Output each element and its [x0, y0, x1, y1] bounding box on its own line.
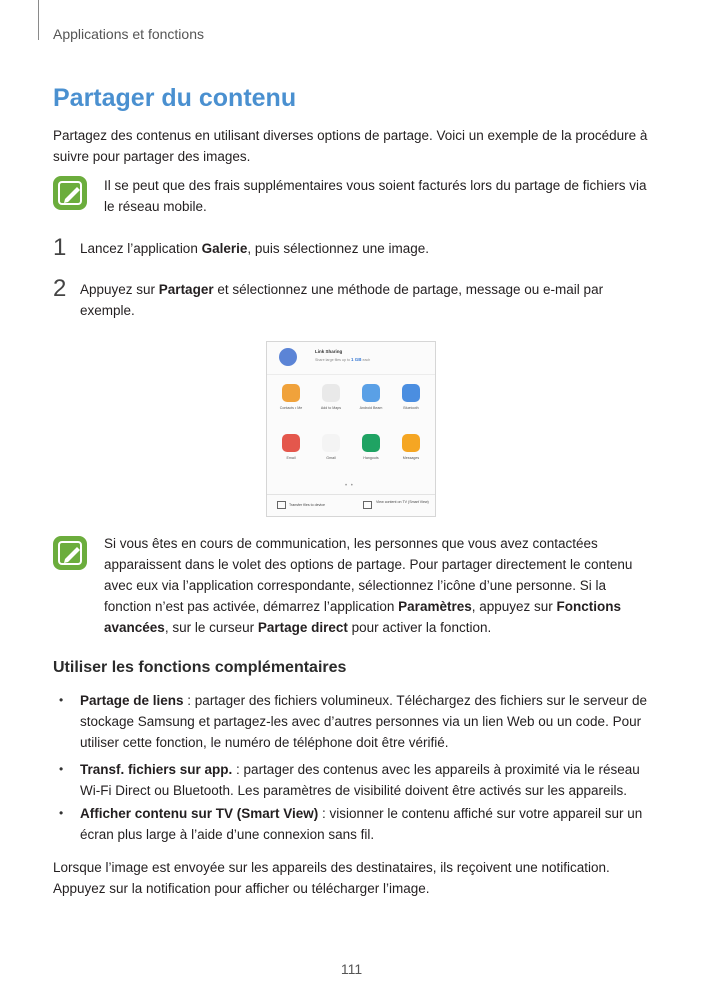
share-panel-screenshot	[266, 341, 436, 517]
step-1-number: 1	[53, 234, 67, 261]
section-subheading: Utiliser les fonctions complémentaires	[53, 659, 347, 676]
app-label: Contacts • Me	[279, 406, 303, 410]
transfer-icon	[277, 501, 286, 509]
app-icon	[402, 434, 420, 452]
link-sharing-row[interactable]	[267, 342, 435, 370]
share-app-6[interactable]	[311, 434, 351, 461]
app-label: Messages	[402, 456, 420, 460]
bullet-marker: •	[59, 762, 64, 776]
smart-view-button[interactable]: View content on TV (Smart View)	[376, 500, 429, 504]
note-direct-share: Si vous êtes en cours de communication, les personnes que vous avez contactées apparaissent dans le volet des options de partage. Pour partager directement le contenu avec eux via l’application correspondante, sélectionnez l’icône d’une personne. Si la fonction n’est pas activée, démarrez l’application Paramètres, appuyez sur Fonctions avancées, sur le curseur Partage direct pour activer la fonction.	[104, 536, 633, 635]
app-label: Email	[286, 456, 296, 460]
bullet-marker: •	[59, 693, 64, 707]
bullet-marker: •	[59, 806, 64, 820]
app-label: Android Beam	[359, 406, 383, 410]
app-icon	[322, 384, 340, 402]
bullet-smart-view: Afficher contenu sur TV (Smart View) : visionner le contenu affiché sur votre appareil sur un écran plus large à l’aide d’une connexion sans fil.	[80, 806, 643, 842]
step-1-text: Lancez l’application Galerie, puis sélectionnez une image.	[80, 241, 429, 256]
closing-paragraph: Lorsque l’image est envoyée sur les appareils des destinataires, ils reçoivent une notification. Appuyez sur la notification pour afficher ou télécharger l’image.	[53, 860, 610, 896]
app-label: Hangouts	[363, 456, 379, 460]
margin-rule	[38, 0, 39, 40]
app-icon	[362, 384, 380, 402]
divider	[267, 374, 435, 375]
app-icon	[322, 434, 340, 452]
cloud-icon	[279, 348, 297, 366]
step-2-number: 2	[53, 275, 67, 302]
intro-paragraph: Partagez des contenus en utilisant diverses options de partage. Voici un exemple de la procédure à suivre pour partager des images.	[53, 128, 648, 164]
bullet-transfer-files: Transf. fichiers sur app. : partager des contenus avec les appareils à proximité via le réseau Wi-Fi Direct ou Bluetooth. Les paramètres de visibilité doivent être activés sur les appareils.	[80, 762, 640, 798]
app-icon	[282, 434, 300, 452]
app-label: Bluetooth	[403, 406, 419, 410]
note-pencil-icon	[53, 176, 87, 210]
share-app-4[interactable]	[391, 384, 431, 411]
link-sharing-title: Link Sharing	[315, 349, 343, 354]
page-indicator: • •	[345, 483, 354, 489]
bullet-link-sharing: Partage de liens : partager des fichiers volumineux. Téléchargez des fichiers sur le serveur de stockage Samsung et partagez-les avec d’autres personnes via un lien Web ou un code. Pour utiliser cette fonction, le numéro de téléphone doit être vérifié.	[80, 693, 648, 750]
share-app-5[interactable]	[271, 434, 311, 461]
tv-icon	[363, 501, 372, 509]
share-app-3[interactable]	[351, 384, 391, 411]
share-bottom-bar	[267, 494, 435, 517]
app-label: Gmail	[326, 456, 336, 460]
step-2-text: Appuyez sur Partager et sélectionnez une méthode de partage, message ou e-mail par exemple.	[80, 282, 604, 318]
app-icon	[362, 434, 380, 452]
share-app-1[interactable]	[271, 384, 311, 411]
share-app-2[interactable]	[311, 384, 351, 411]
app-label: Add to Maps	[320, 406, 342, 410]
note-mobile-charges: Il se peut que des frais supplémentaires vous soient facturés lors du partage de fichiers via le réseau mobile.	[104, 178, 647, 214]
link-sharing-subtitle: Share large files up to 1 GB each	[315, 357, 371, 362]
running-header: Applications et fonctions	[53, 26, 204, 42]
page-title: Partager du contenu	[53, 84, 297, 112]
note-pencil-icon	[53, 536, 87, 570]
share-app-7[interactable]	[351, 434, 391, 461]
app-icon	[282, 384, 300, 402]
page-number: 111	[340, 961, 363, 977]
transfer-files-button[interactable]: Transfer files to device	[289, 503, 326, 507]
app-icon	[402, 384, 420, 402]
share-app-8[interactable]	[391, 434, 431, 461]
